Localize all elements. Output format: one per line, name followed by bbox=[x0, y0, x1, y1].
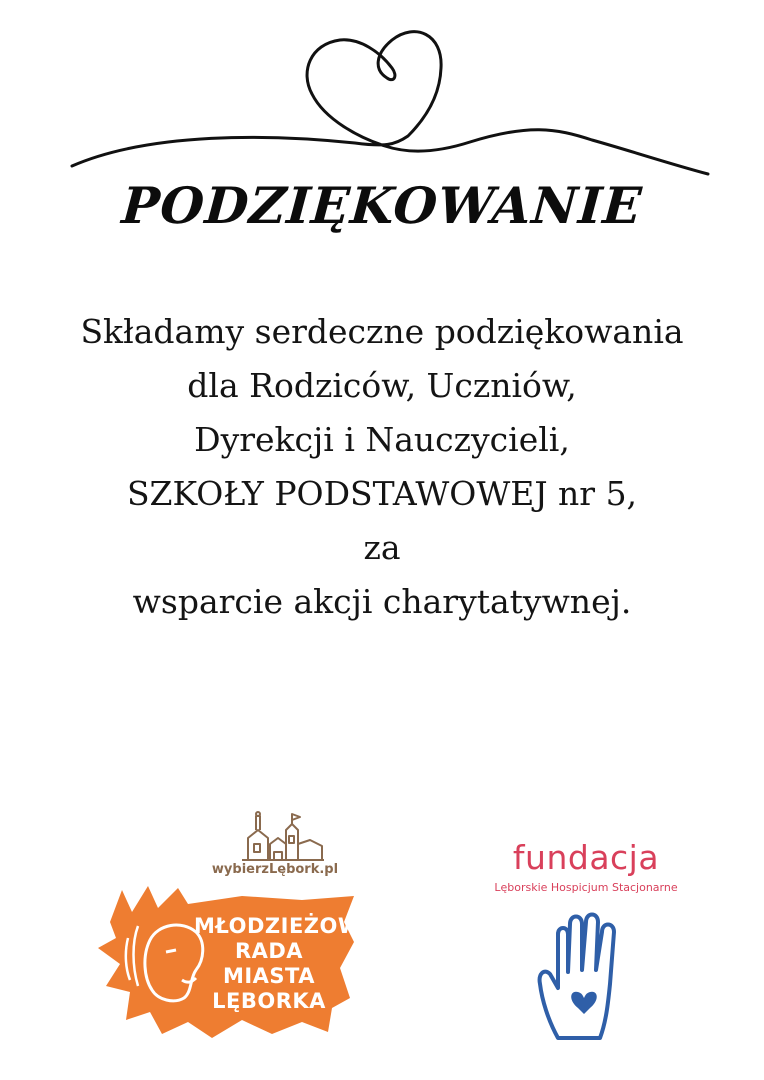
hospice-foundation-logo bbox=[476, 838, 696, 1048]
message-line: za bbox=[363, 528, 401, 567]
youth-council-logo bbox=[92, 810, 378, 1040]
message-line: Dyrekcji i Nauczycieli, bbox=[194, 420, 570, 459]
youth-council-name bbox=[194, 914, 378, 1014]
youth-council-line: MŁODZIEŻOWA bbox=[194, 914, 378, 938]
youth-council-line: LĘBORKA bbox=[212, 989, 326, 1013]
town-skyline-icon bbox=[238, 810, 328, 862]
message-line: wsparcie akcji charytatywnej. bbox=[132, 582, 632, 621]
youth-council-line: RADA MIASTA bbox=[222, 939, 316, 988]
message-line: SZKOŁY PODSTAWOWEJ nr 5, bbox=[126, 474, 638, 513]
page-title: PODZIĘKOWANIE bbox=[119, 176, 645, 235]
hand-heart-icon bbox=[534, 910, 638, 1046]
wybierz-lebork-text: wybierzLębork.pl bbox=[211, 862, 339, 877]
heart-line-icon bbox=[0, 0, 764, 190]
message-line: dla Rodziców, Uczniów, bbox=[187, 366, 577, 405]
foundation-subtitle: Lęborskie Hospicjum Stacjonarne bbox=[494, 881, 678, 894]
thank-you-message bbox=[0, 305, 764, 629]
foundation-title: fundacja bbox=[512, 838, 660, 877]
message-line: Składamy serdeczne podziękowania bbox=[80, 312, 684, 351]
